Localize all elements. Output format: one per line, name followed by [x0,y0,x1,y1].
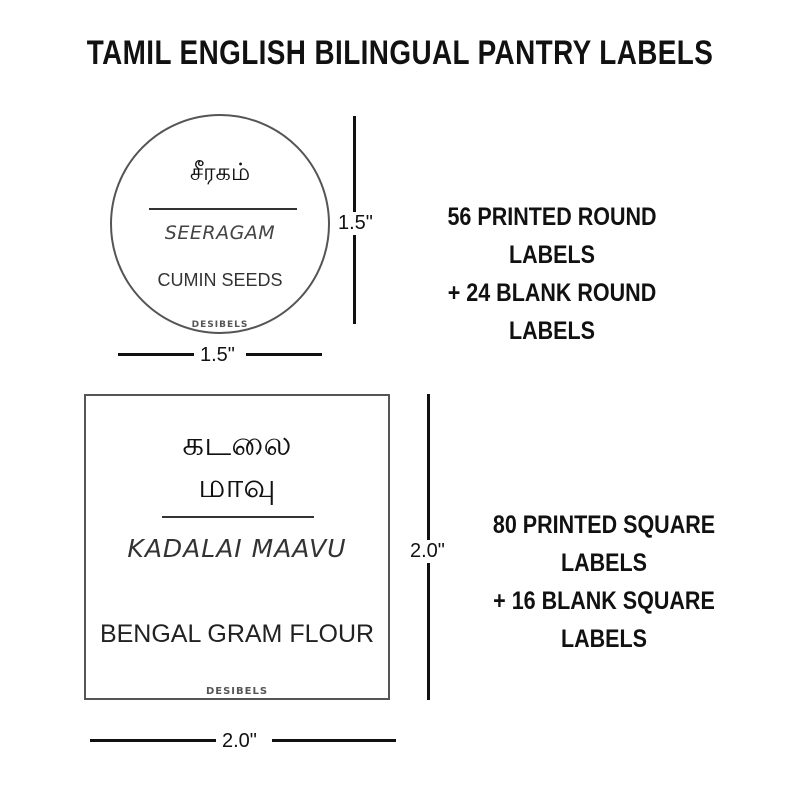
round-label-transliteration: SEERAGAM [164,222,276,244]
square-width-line-left [90,739,216,742]
round-label-divider [149,208,297,210]
round-width-dimension: 1.5" [200,344,235,366]
square-label-tamil-line1: கடலை [182,424,292,464]
square-label-brand: DESIBELS [205,686,269,697]
square-label-divider [162,516,314,518]
square-width-line-right [272,739,396,742]
round-width-line-left [118,353,194,356]
round-info-printed: 56 PRINTED ROUND LABELS [447,203,657,269]
square-width-dimension: 2.0" [222,730,257,752]
round-label [110,114,330,334]
page-title: TAMIL ENGLISH BILINGUAL PANTRY LABELS [86,34,714,72]
round-label-tamil-text: சீரகம் [189,158,251,186]
round-label-english: CUMIN SEEDS [157,270,283,290]
round-width-line-right [246,353,322,356]
square-label-transliteration: KADALAI MAAVU [127,534,347,563]
round-info-blank: + 24 BLANK ROUND LABELS [447,279,657,345]
square-info-printed: 80 PRINTED SQUARE LABELS [492,511,716,577]
square-info [461,506,747,658]
square-label [84,394,390,700]
round-info [414,198,689,350]
square-label-english: BENGAL GRAM FLOUR [99,620,375,648]
round-height-dimension: 1.5" [338,212,373,234]
round-label-brand: DESIBELS [191,320,249,330]
square-height-dimension: 2.0" [410,540,445,562]
square-label-tamil-line2: மாவு [198,466,276,506]
square-info-blank: + 16 BLANK SQUARE LABELS [493,587,715,653]
